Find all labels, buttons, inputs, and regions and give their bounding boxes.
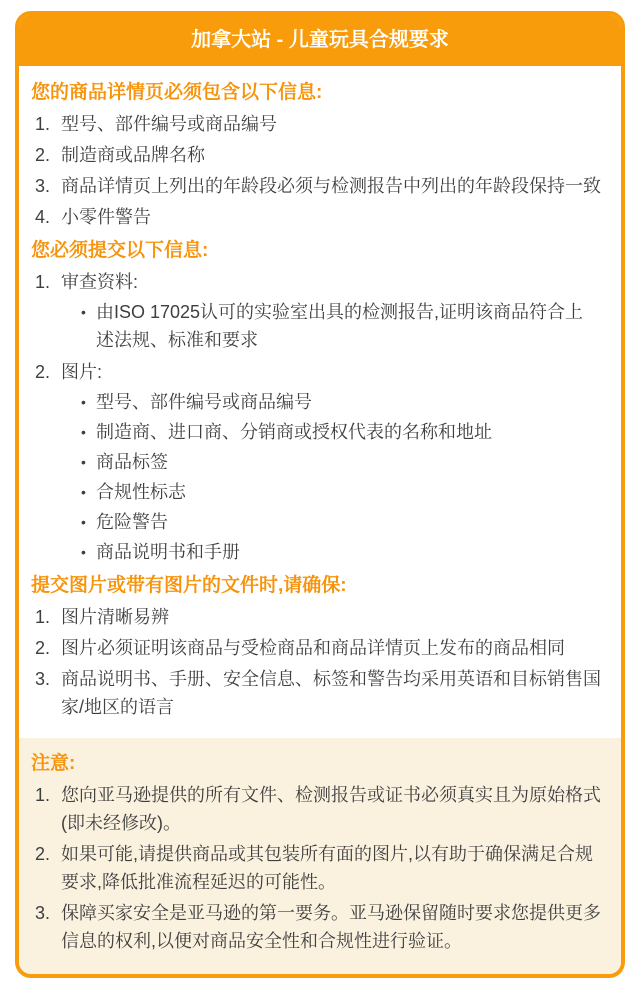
note-section-list — [31, 781, 601, 955]
bullet-item: • 商品说明书和手册 — [81, 538, 601, 566]
image-section-list — [31, 603, 601, 721]
list-item-label: 图片: — [61, 362, 103, 382]
submit-section-list — [31, 268, 601, 566]
bullet-item: • 由ISO 17025认可的实验室出具的检测报告,证明该商品符合上述法规、标准和要求 — [81, 298, 601, 354]
bullet-item: • 危险警告 — [81, 508, 601, 536]
card-title: 加拿大站 - 儿童玩具合规要求 — [191, 29, 449, 51]
note-section — [19, 738, 621, 974]
detail-section-heading: 您的商品详情页必须包含以下信息: — [31, 82, 323, 103]
bullet-item: • 商品标签 — [81, 448, 601, 476]
page — [0, 11, 640, 978]
list-item: 1. 型号、部件编号或商品编号 — [55, 110, 601, 138]
list-item: 2. 图片必须证明该商品与受检商品和商品详情页上发布的商品相同 — [55, 634, 601, 662]
list-item: 2. 如果可能,请提供商品或其包装所有面的图片,以有助于确保满足合规要求,降低批准流程延迟的可能性。 — [55, 840, 601, 896]
images-bullet-list — [61, 388, 601, 566]
bullet-item: • 制造商、进口商、分销商或授权代表的名称和地址 — [81, 418, 601, 446]
bullet-item: • 合规性标志 — [81, 478, 601, 506]
card-body — [19, 66, 621, 738]
card-header — [19, 15, 621, 66]
bullet-item: • 型号、部件编号或商品编号 — [81, 388, 601, 416]
note-section-heading: 注意: — [31, 753, 76, 774]
list-item: 2. 制造商或品牌名称 — [55, 141, 601, 169]
detail-section-list — [31, 110, 601, 231]
submit-section-heading: 您必须提交以下信息: — [31, 240, 209, 261]
list-item: 4. 小零件警告 — [55, 203, 601, 231]
review-docs-bullet-list — [61, 298, 601, 354]
list-item: 3. 保障买家安全是亚马逊的第一要务。亚马逊保留随时要求您提供更多信息的权利,以便对商品安全性和合规性进行验证。 — [55, 899, 601, 955]
list-item — [55, 268, 601, 354]
compliance-card — [15, 11, 625, 978]
list-item-label: 审查资料: — [61, 272, 139, 292]
list-item: 1. 您向亚马逊提供的所有文件、检测报告或证书必须真实且为原始格式(即未经修改)。 — [55, 781, 601, 837]
image-section-heading: 提交图片或带有图片的文件时,请确保: — [31, 575, 347, 596]
list-item: 1. 图片清晰易辨 — [55, 603, 601, 631]
list-item — [55, 358, 601, 566]
list-item: 3. 商品说明书、手册、安全信息、标签和警告均采用英语和目标销售国家/地区的语言 — [55, 665, 601, 721]
list-item: 3. 商品详情页上列出的年龄段必须与检测报告中列出的年龄段保持一致 — [55, 172, 601, 200]
